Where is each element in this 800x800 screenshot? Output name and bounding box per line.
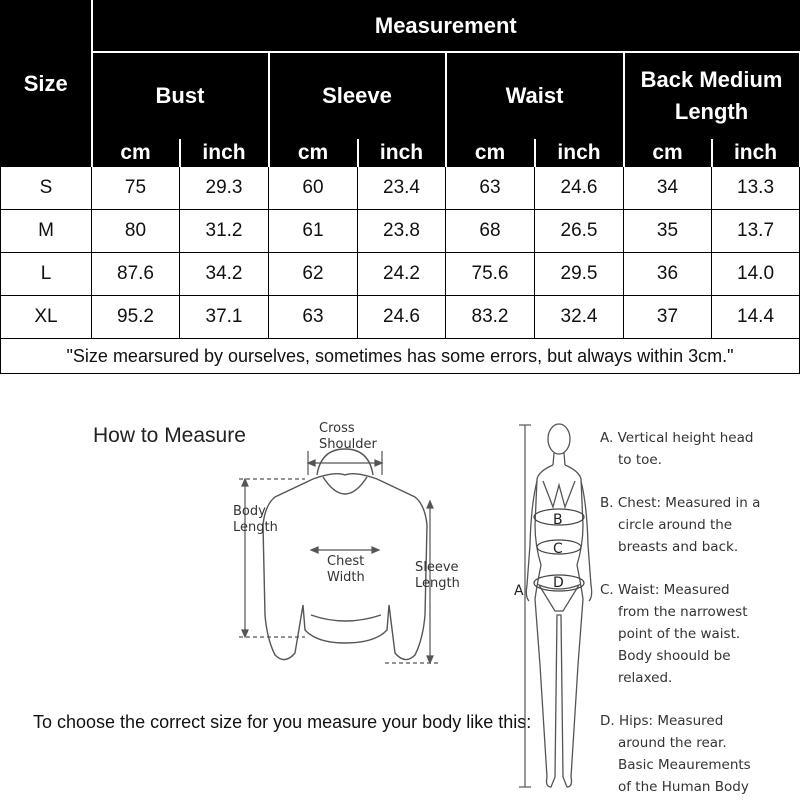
label-cross-shoulder-1: Cross: [319, 421, 355, 436]
size-column-header: Size: [1, 1, 92, 167]
unit-header: inch: [358, 140, 446, 167]
value-cell: 36: [624, 253, 712, 296]
value-cell: 29.5: [535, 253, 624, 296]
description-c: [600, 579, 798, 689]
unit-header: inch: [535, 140, 624, 167]
unit-header: cm: [624, 140, 712, 167]
value-cell: 23.8: [358, 210, 446, 253]
label-chest-width-2: Width: [327, 570, 365, 585]
value-cell: 35: [624, 210, 712, 253]
value-cell: 75.6: [446, 253, 535, 296]
table-row: [1, 210, 800, 253]
value-cell: 95.2: [92, 296, 180, 339]
letter-a: A: [514, 583, 524, 599]
description-line: of the Human Body: [618, 779, 749, 795]
value-cell: 83.2: [446, 296, 535, 339]
label-cross-shoulder-2: Shoulder: [319, 437, 377, 452]
value-cell: 87.6: [92, 253, 180, 296]
group-header-back-length: Back Medium Length: [624, 52, 800, 140]
unit-header: cm: [92, 140, 180, 167]
value-cell: 26.5: [535, 210, 624, 253]
description-line: Body shoould be: [618, 648, 731, 664]
size-chart-table: [0, 0, 800, 374]
group-header-waist: Waist: [446, 52, 624, 140]
sweater-neckline: [323, 477, 367, 494]
sweater-collar: [317, 449, 373, 475]
value-cell: 60: [269, 167, 358, 210]
description-a: [600, 427, 798, 471]
description-b: [600, 492, 798, 558]
description-line: Basic Meaurements: [618, 757, 751, 773]
size-cell: L: [1, 253, 92, 296]
unit-header: inch: [712, 140, 800, 167]
sweater-hem: [311, 615, 381, 621]
value-cell: 14.0: [712, 253, 800, 296]
unit-header: inch: [180, 140, 269, 167]
description-line: relaxed.: [618, 670, 673, 686]
choose-size-instruction: To choose the correct size for you measure your body like this:: [33, 712, 532, 732]
table-row: [1, 167, 800, 210]
value-cell: 32.4: [535, 296, 624, 339]
body-figure: [505, 415, 600, 800]
group-header-sleeve: Sleeve: [269, 52, 446, 140]
value-cell: 63: [269, 296, 358, 339]
value-cell: 24.6: [535, 167, 624, 210]
label-chest-width-1: Chest: [327, 554, 365, 569]
label-sleeve-length-2: Length: [415, 576, 460, 591]
value-cell: 63: [446, 167, 535, 210]
label-body-length-1: Body: [233, 504, 266, 519]
value-cell: 62: [269, 253, 358, 296]
description-line: A. Vertical height head: [600, 430, 754, 446]
value-cell: 24.6: [358, 296, 446, 339]
measurement-note: "Size mearsured by ourselves, sometimes has some errors, but always within 3cm.": [1, 339, 800, 374]
description-line: C. Waist: Measured: [600, 582, 730, 598]
description-line: B. Chest: Measured in a: [600, 495, 761, 511]
value-cell: 61: [269, 210, 358, 253]
value-cell: 37.1: [180, 296, 269, 339]
value-cell: 13.3: [712, 167, 800, 210]
table-row: [1, 253, 800, 296]
measurement-header: Measurement: [92, 1, 800, 53]
value-cell: 13.7: [712, 210, 800, 253]
unit-header: cm: [269, 140, 358, 167]
figure-neck: [553, 453, 565, 465]
description-line: point of the waist.: [618, 626, 741, 642]
size-cell: XL: [1, 296, 92, 339]
description-line: from the narrowest: [618, 604, 748, 620]
value-cell: 80: [92, 210, 180, 253]
value-cell: 23.4: [358, 167, 446, 210]
value-cell: 34.2: [180, 253, 269, 296]
sweater-diagram: [225, 415, 470, 675]
unit-header: cm: [446, 140, 535, 167]
how-to-measure-title: How to Measure: [93, 424, 246, 447]
letter-b: B: [553, 512, 563, 528]
label-body-length-2: Length: [233, 520, 278, 535]
value-cell: 34: [624, 167, 712, 210]
label-sleeve-length-1: Sleeve: [415, 560, 459, 575]
letter-d: D: [553, 575, 564, 591]
value-cell: 31.2: [180, 210, 269, 253]
description-line: around the rear.: [618, 735, 727, 751]
value-cell: 37: [624, 296, 712, 339]
description-line: to toe.: [618, 452, 662, 468]
description-line: circle around the: [618, 517, 733, 533]
value-cell: 75: [92, 167, 180, 210]
value-cell: 68: [446, 210, 535, 253]
group-header-bust: Bust: [92, 52, 269, 140]
letter-c: C: [553, 541, 563, 557]
table-row: [1, 296, 800, 339]
figure-head: [548, 424, 570, 454]
size-cell: S: [1, 167, 92, 210]
description-d: [600, 710, 798, 798]
figure-swimsuit-top: [543, 481, 575, 507]
description-line: D. Hips: Measured: [600, 713, 724, 729]
value-cell: 14.4: [712, 296, 800, 339]
size-cell: M: [1, 210, 92, 253]
value-cell: 29.3: [180, 167, 269, 210]
value-cell: 24.2: [358, 253, 446, 296]
description-line: breasts and back.: [618, 539, 739, 555]
